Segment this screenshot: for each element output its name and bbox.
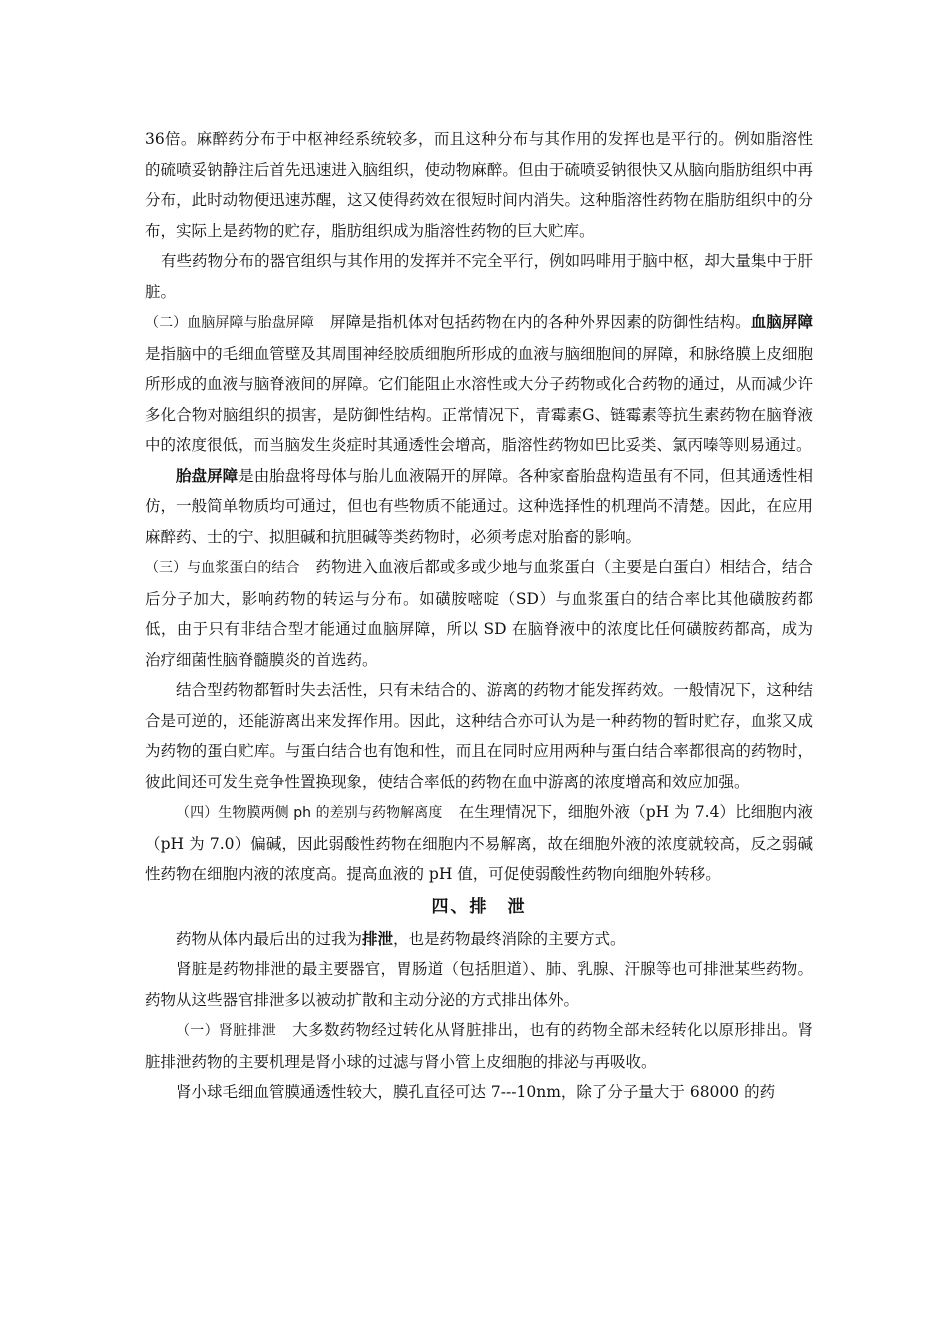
paragraph-bound-drugs bbox=[145, 675, 813, 797]
paragraph-morphine bbox=[145, 246, 813, 307]
paragraph-membrane-ph bbox=[145, 797, 813, 890]
paragraph-text: 屏障是指机体对包括药物在内的各种外界因素的防御性结构。 bbox=[329, 313, 751, 331]
paragraph-plasma-protein-binding bbox=[145, 552, 813, 675]
paragraph-text: 36倍。麻醉药分布于中枢神经系统较多，而且这种分布与其作用的发挥也是平行的。例如脂溶性的硫喷妥钠静注后首先迅速进入脑组织，使动物麻醉。但由于硫喷妥钠很快又从脑向脂肪组织中再分布，此时动物便迅速苏醒，这又使得药效在很短时间内消失。这种脂溶性药物在脂肪组织中的分布，实际上是药物的贮存，脂肪组织成为脂溶性药物的巨大贮库。 bbox=[145, 130, 813, 240]
paragraph-placental-barrier bbox=[145, 461, 813, 553]
paragraph-text: ，也是药物最终消除的主要方式。 bbox=[393, 929, 626, 948]
paragraph-text: 药物进入血液后都或多或少地与血浆蛋白（主要是白蛋白）相结合，结合后分子加大，影响药物的转运与分布。如磺胺嘧啶（SD）与血浆蛋白的结合率比其他磺胺药都低，由于只有非结合型才能通过血脑屏障，所以 SD 在脑脊液中的浓度比任何磺胺药都高，成为治疗细菌性脑脊髓膜炎的首选药。 bbox=[145, 558, 813, 669]
subsection-heading: （三）与血浆蛋白的结合 bbox=[145, 560, 300, 576]
paragraph-text: 肾脏是药物排泄的最主要器官，胃肠道（包括胆道）、肺、乳腺、汗腺等也可排泄某些药物。药物从这些器官排泄多以被动扩散和主动分泌的方式排出体外。 bbox=[145, 960, 813, 1009]
paragraph-excretion-organs bbox=[145, 954, 813, 1015]
paragraph-text: 是指脑中的毛细血管壁及其周围神经胶质细胞所形成的血液与脑细胞间的屏障，和脉络膜上皮细胞所形成的血液与脑脊液间的屏障。它们能阻止水溶性或大分子药物或化合药物的通过，从而减少许多化合物对脑组织的损害，是防御性结构。正常情况下，青霉素G、链霉素等抗生素药物在脑脊液中的浓度很低，而当脑发生炎症时其通透性会增高，脂溶性药物如巴比妥类、氯丙嗪等则易通过。 bbox=[145, 344, 813, 454]
subsection-heading: （一）肾脏排泄 bbox=[176, 1023, 277, 1039]
paragraph-text: 大多数药物经过转化从肾脏排出，也有的药物全部未经转化以原形排出。肾脏排泄药物的主要机理是肾小球的过滤与肾小管上皮细胞的排泌与再吸收。 bbox=[145, 1021, 813, 1071]
subsection-heading: （四）生物膜两侧 ph 的差别与药物解离度 bbox=[176, 805, 443, 821]
paragraph-text: 是由胎盘将母体与胎儿血液隔开的屏障。各种家畜胎盘构造虽有不同，但其通透性相仿，一般简单物质均可通过，但也有些物质不能通过。这种选择性的机理尚不清楚。因此，在应用麻醉药、士的宁、拟胆碱和抗胆碱等类药物时，必须考虑对胎畜的影响。 bbox=[145, 466, 813, 546]
paragraph-text: 肾小球毛细血管膜通透性较大，膜孔直径可达 7---10nm，除了分子量大于 68000 的药 bbox=[176, 1083, 776, 1101]
paragraph-text: 在生理情况下，细胞外液（pH 为 7.4）比细胞内液（pH 为 7.0）偏碱，因此弱酸性药物在细胞内不易解离，故在细胞外液的浓度就较高，反之弱碱性药物在细胞内液的浓度高。提高血液的 pH 值，可促使弱酸性药物向细胞外转移。 bbox=[145, 803, 813, 883]
paragraph-text: 有些药物分布的器官组织与其作用的发挥并不完全平行，例如吗啡用于脑中枢，却大量集中于肝脏。 bbox=[145, 252, 813, 301]
paragraph-blood-brain-barrier bbox=[145, 307, 813, 461]
subsection-heading: （二）血脑屏障与胎盘屏障 bbox=[145, 315, 314, 331]
paragraph-text: 结合型药物都暂时失去活性，只有未结合的、游离的药物才能发挥药效。一般情况下，这种结合是可逆的，还能游离出来发挥作用。因此，这种结合亦可认为是一种药物的暂时贮存，血浆又成为药物的蛋白贮库。与蛋白结合也有饱和性，而且在同时应用两种与蛋白结合率都很高的药物时，彼此间还可发生竞争性置换现象，使结合率低的药物在血中游离的浓度增高和效应加强。 bbox=[145, 681, 813, 791]
paragraph-glomerular-filtration bbox=[145, 1077, 813, 1108]
document-body bbox=[145, 124, 813, 1108]
paragraph-drug-distribution bbox=[145, 124, 813, 246]
bold-term: 血脑屏障 bbox=[750, 312, 813, 331]
bold-term: 胎盘屏障 bbox=[176, 465, 239, 485]
paragraph-text: 药物从体内最后出的过我为 bbox=[176, 929, 363, 948]
paragraph-renal-excretion bbox=[145, 1015, 813, 1077]
bold-term: 排泄 bbox=[362, 928, 394, 948]
paragraph-excretion-definition bbox=[145, 924, 813, 955]
section-heading-excretion: 四、排 泄 bbox=[431, 896, 527, 917]
